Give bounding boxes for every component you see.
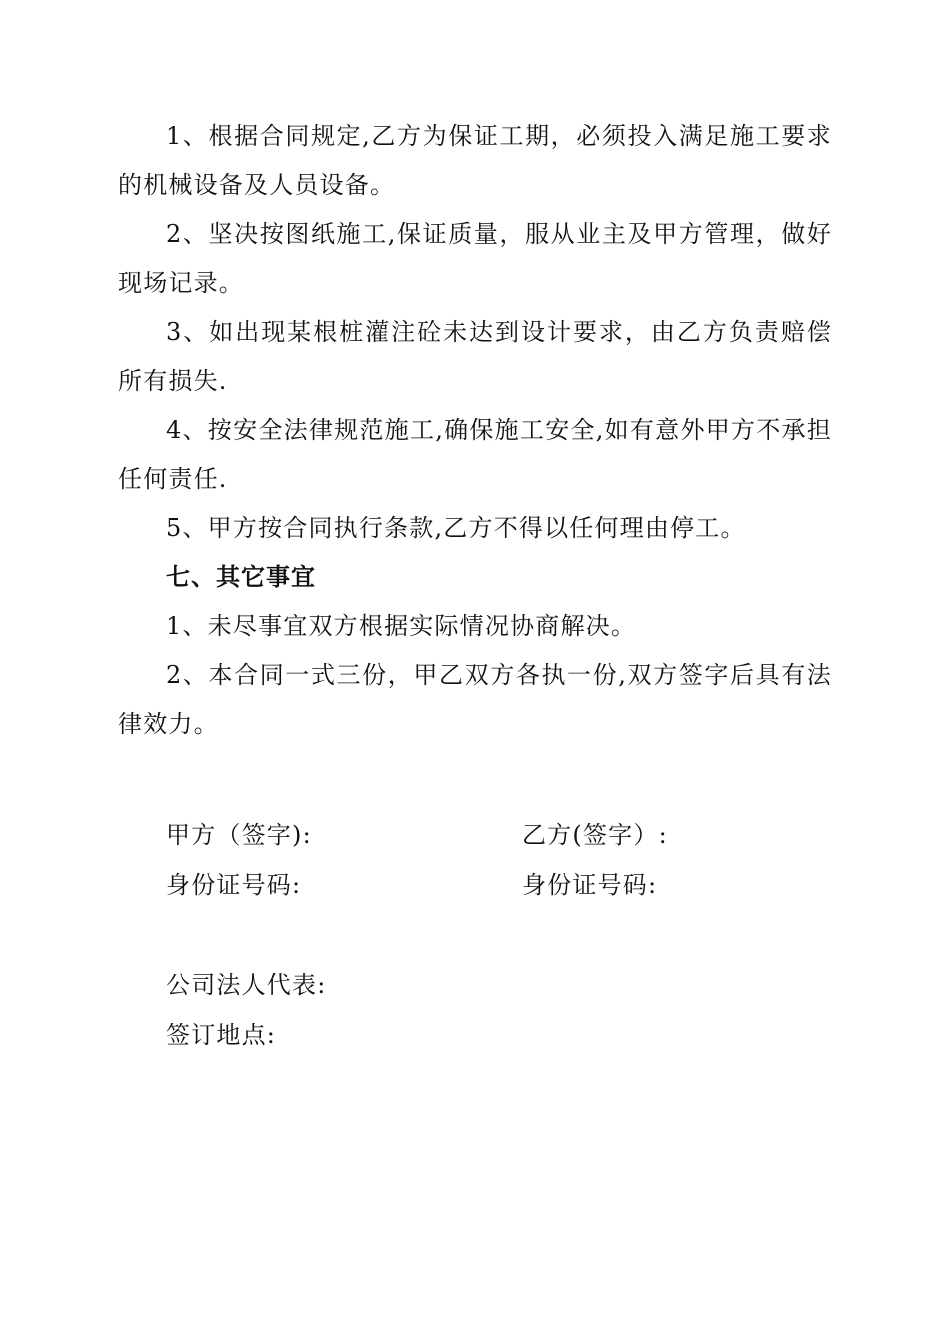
clause-4: 4、按安全法律规范施工,确保施工安全,如有意外甲方不承担任何责任.	[118, 416, 832, 493]
section-7-heading: 七、其它事宜	[166, 563, 316, 591]
party-b-signature-label: 乙方(签字）:	[522, 821, 668, 849]
party-a-id-label: 身份证号码:	[166, 871, 302, 899]
signing-place-label: 签订地点:	[166, 1021, 277, 1049]
clause-1: 1、根据合同规定,乙方为保证工期，必须投入满足施工要求的机械设备及人员设备。	[118, 122, 832, 199]
party-b-id-label: 身份证号码:	[522, 871, 658, 899]
signature-block	[166, 810, 846, 1060]
sign-place-row	[166, 1010, 846, 1060]
id-number-row	[166, 860, 846, 910]
section-7-item-2: 2、本合同一式三份，甲乙双方各执一份,双方签字后具有法律效力。	[118, 661, 832, 738]
contract-body	[118, 112, 832, 749]
clause-2: 2、坚决按图纸施工,保证质量，服从业主及甲方管理，做好现场记录。	[118, 220, 832, 297]
party-a-signature-label: 甲方（签字):	[166, 821, 312, 849]
clause-3: 3、如出现某根桩灌注砼未达到设计要求，由乙方负责赔偿所有损失.	[118, 318, 832, 395]
legal-rep-row	[166, 960, 846, 1010]
spacer	[166, 910, 846, 960]
signature-row	[166, 810, 846, 860]
clause-5: 5、甲方按合同执行条款,乙方不得以任何理由停工。	[166, 514, 746, 542]
section-7-item-1: 1、未尽事宜双方根据实际情况协商解决。	[166, 612, 637, 640]
legal-representative-label: 公司法人代表:	[166, 971, 327, 999]
